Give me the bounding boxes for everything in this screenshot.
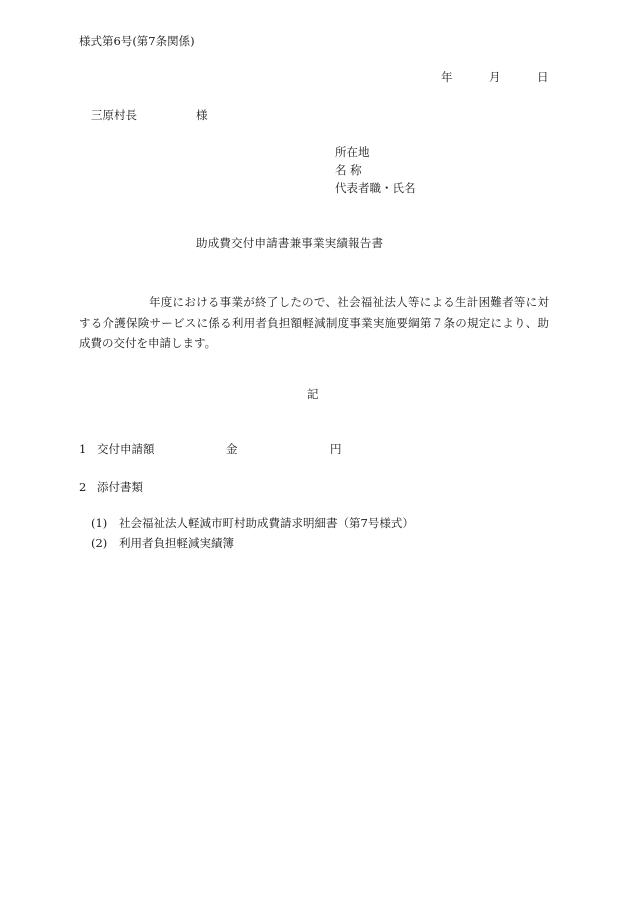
date-year-label: 年 bbox=[441, 70, 453, 84]
date-day-label: 日 bbox=[537, 70, 549, 84]
body-paragraph: 年度における事業が終了したので、社会福祉法人等による生計困難者等に対する介護保険サービスに係る利用者負担額軽減制度事業実施要綱第７条の規定により、助成費の交付を申請します。 bbox=[79, 295, 549, 350]
addressee-honorific: 様 bbox=[196, 108, 208, 122]
applicant-representative-label: 代表者職・氏名 bbox=[335, 181, 416, 195]
attachment-1-text: 社会福祉法人軽減市町村助成費請求明細書（第7号様式） bbox=[119, 516, 414, 530]
form-id: 様式第6号(第7条関係) bbox=[79, 34, 195, 48]
applicant-block bbox=[335, 147, 416, 201]
document-title: 助成費交付申請書兼事業実績報告書 bbox=[196, 236, 384, 250]
ki-marker: 記 bbox=[307, 387, 319, 401]
date-month-label: 月 bbox=[489, 70, 501, 84]
addressee-name: 三原村長 bbox=[91, 108, 137, 122]
applicant-name-label: 名 称 bbox=[335, 163, 362, 177]
attachment-2-number: (2) bbox=[91, 536, 108, 550]
item-1-yen: 円 bbox=[330, 442, 342, 456]
attachment-2-text: 利用者負担軽減実績簿 bbox=[119, 536, 234, 550]
item-2-label: 添付書類 bbox=[97, 480, 143, 494]
applicant-location-label: 所在地 bbox=[335, 145, 370, 159]
item-1-label: 交付申請額 bbox=[97, 442, 155, 456]
attachment-1-number: (1) bbox=[91, 516, 108, 530]
item-2-number: 2 bbox=[79, 480, 87, 494]
item-1-number: 1 bbox=[79, 442, 87, 456]
item-1-kin: 金 bbox=[226, 442, 238, 456]
